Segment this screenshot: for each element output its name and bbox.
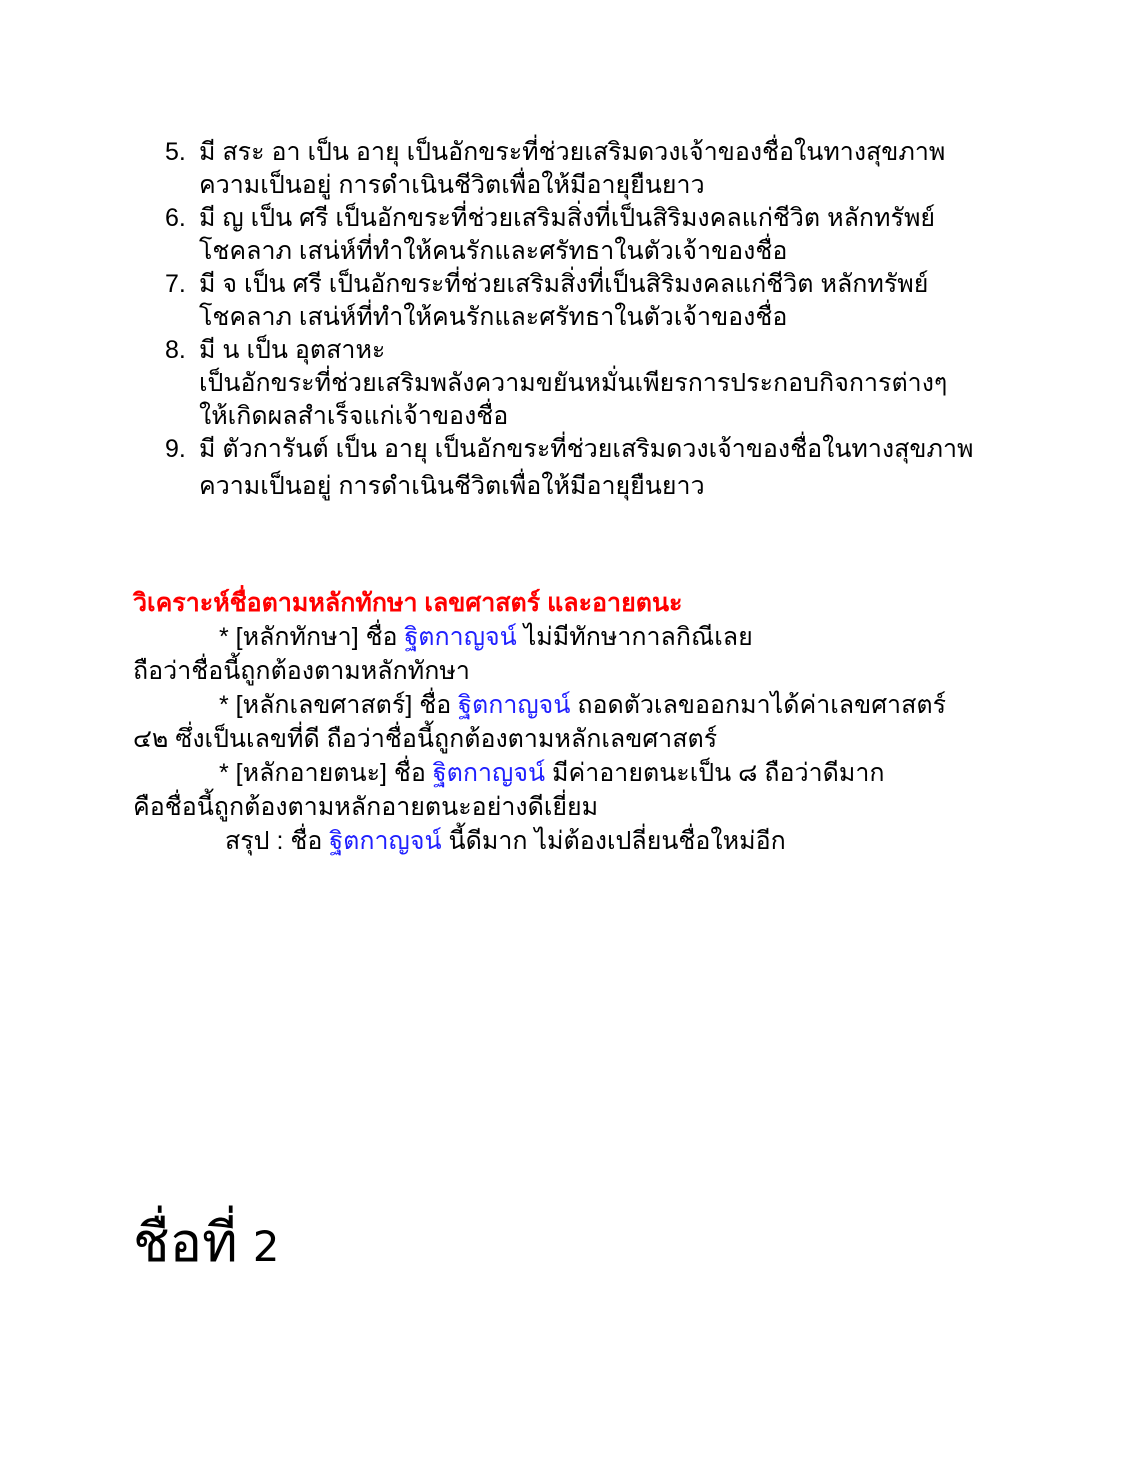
numerology-suffix: ถอดตัวเลขออกมาได้ค่าเลขศาสตร์: [570, 691, 947, 719]
taksa-line: [133, 620, 1033, 654]
summary-prefix: สรุป : ชื่อ: [225, 827, 330, 855]
ayatana-continuation: คือชื่อนี้ถูกต้องตามหลักอายตนะอย่างดีเยี่ยม: [133, 793, 599, 821]
list-item: [165, 268, 1065, 334]
list-item-line: โชคลาภ เสน่ห์ที่ทำให้คนรักและศรัทธาในตัวเจ้าของชื่อ: [199, 237, 788, 265]
section-title-text: ชื่อที่: [133, 1213, 238, 1273]
summary-suffix: นี้ดีมาก ไม่ต้องเปลี่ยนชื่อใหม่อีก: [441, 827, 786, 855]
ayatana-line: [133, 756, 1033, 790]
list-item-line: เป็นอักขระที่ช่วยเสริมพลังความขยันหมั่นเพียรการประกอบกิจการต่างๆ: [199, 369, 948, 397]
list-item-number: 8.: [165, 336, 186, 364]
numerology-prefix: * [หลักเลขศาสตร์] ชื่อ: [219, 691, 459, 719]
taksa-continuation: ถือว่าชื่อนี้ถูกต้องตามหลักทักษา: [133, 657, 470, 685]
ayatana-prefix: * [หลักอายตนะ] ชื่อ: [219, 759, 433, 787]
numerology-line: [133, 688, 1033, 722]
name-highlight: ฐิตกาญจน์: [404, 623, 517, 651]
section-title-number: 2: [252, 1222, 280, 1271]
meaning-list: [165, 136, 1065, 503]
analysis-heading: วิเคราะห์ชื่อตามหลักทักษา เลขศาสตร์ และอายตนะ: [133, 589, 683, 617]
name-highlight: ฐิตกาญจน์: [432, 759, 546, 787]
list-item-line: มี ญ เป็น ศรี เป็นอักขระที่ช่วยเสริมสิ่งที่เป็นสิริมงคลแก่ชีวิต หลักทรัพย์: [199, 204, 936, 232]
ayatana-suffix: มีค่าอายตนะเป็น ๘ ถือว่าดีมาก: [545, 759, 885, 787]
list-item: [165, 433, 1065, 503]
list-item-line: ความเป็นอยู่ การดำเนินชีวิตเพื่อให้มีอายุยืนยาว: [199, 472, 705, 500]
list-item-line: โชคลาภ เสน่ห์ที่ทำให้คนรักและศรัทธาในตัวเจ้าของชื่อ: [199, 303, 788, 331]
list-item-line: มี สระ อา เป็น อายุ เป็นอักขระที่ช่วยเสริมดวงเจ้าของชื่อในทางสุขภาพ: [199, 138, 946, 166]
list-item-line: ให้เกิดผลสำเร็จแก่เจ้าของชื่อ: [199, 402, 509, 430]
list-item-number: 5.: [165, 138, 186, 166]
taksa-prefix: * [หลักทักษา] ชื่อ: [219, 623, 405, 651]
taksa-suffix: ไม่มีทักษากาลกิณีเลย: [516, 623, 753, 651]
list-item-number: 7.: [165, 270, 186, 298]
name-highlight: ฐิตกาญจน์: [329, 827, 442, 855]
list-item: [165, 202, 1065, 268]
name-highlight: ฐิตกาญจน์: [458, 691, 571, 719]
list-item-line: มี จ เป็น ศรี เป็นอักขระที่ช่วยเสริมสิ่งที่เป็นสิริมงคลแก่ชีวิต หลักทรัพย์: [199, 270, 929, 298]
analysis-section: [133, 586, 1033, 858]
numerology-continuation: ๔๒ ซึ่งเป็นเลขที่ดี ถือว่าชื่อนี้ถูกต้องตามหลักเลขศาสตร์: [133, 725, 718, 753]
list-item-line: มี น เป็น อุตสาหะ: [199, 336, 386, 364]
list-item: [165, 334, 1065, 433]
list-item-line: มี ตัวการันต์ เป็น อายุ เป็นอักขระที่ช่วยเสริมดวงเจ้าของชื่อในทางสุขภาพ: [199, 435, 974, 463]
list-item-number: 9.: [165, 435, 186, 463]
section-title: [133, 1203, 279, 1287]
list-item: [165, 136, 1065, 202]
summary-line: [133, 824, 1033, 858]
list-item-number: 6.: [165, 204, 186, 232]
list-item-line: ความเป็นอยู่ การดำเนินชีวิตเพื่อให้มีอายุยืนยาว: [199, 171, 705, 199]
